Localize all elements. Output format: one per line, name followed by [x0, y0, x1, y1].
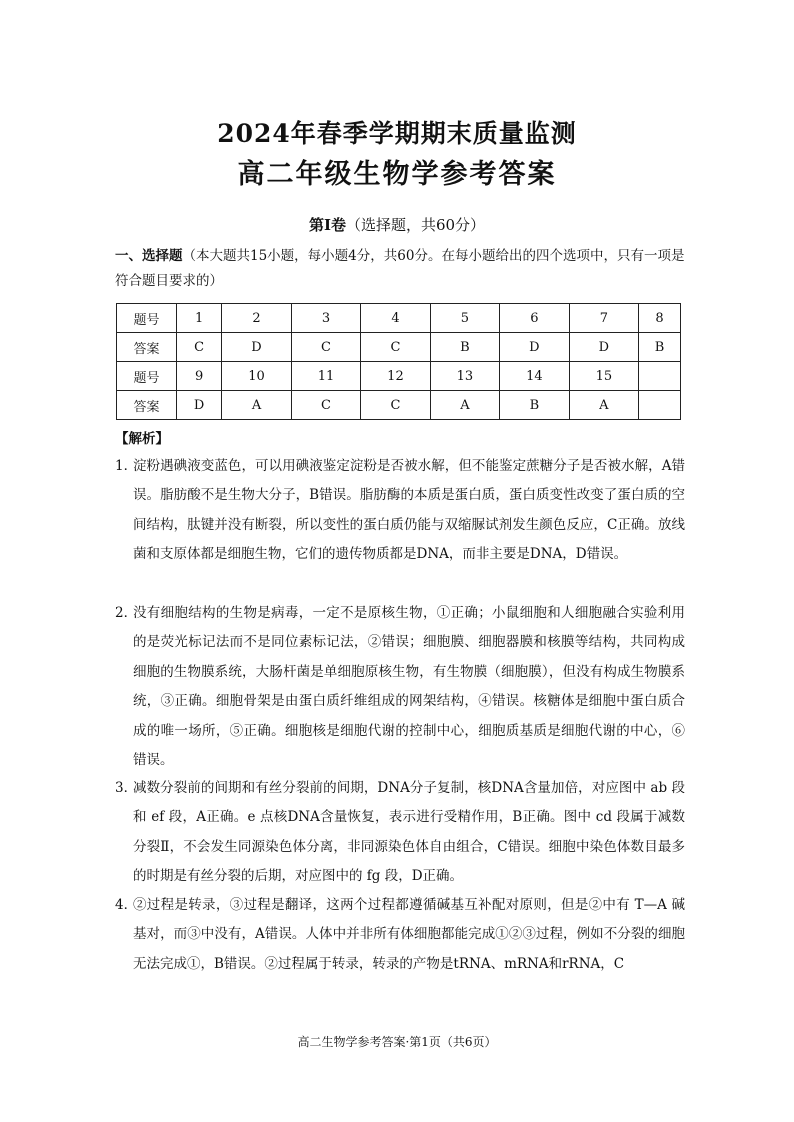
table-cell: A: [569, 391, 638, 420]
item-text: 没有细胞结构的生物是病毒，一定不是原核生物，①正确；小鼠细胞和人细胞融合实验利用的是荧光标记法而不是同位素标记法，②错误；细胞膜、细胞器膜和核膜等结构，共同构成细胞的生物膜系统，大肠杆菌是单细胞原核生物，有生物膜（细胞膜），但没有构成生物膜系统，③正确。细胞骨架是由蛋白质纤维组成的网架结构，④错误。核糖体是细胞中蛋白质合成的唯一场所，⑤正确。细胞核是细胞代谢的控制中心，细胞质基质是细胞代谢的中心，⑥错误。: [133, 605, 685, 769]
table-cell: B: [639, 333, 681, 362]
item-number: 2．: [115, 605, 138, 621]
page-footer: 高二生物学参考答案·第1页（共6页）: [297, 1035, 497, 1049]
answer-table: [116, 303, 681, 420]
table-cell: B: [430, 333, 499, 362]
analysis-item-4: [115, 891, 685, 979]
table-cell: 3: [291, 304, 360, 333]
table-cell: 7: [569, 304, 638, 333]
table-cell: D: [569, 333, 638, 362]
table-row: [117, 304, 681, 333]
volume-label: 第Ⅰ卷: [308, 216, 346, 234]
table-cell: A: [430, 391, 499, 420]
table-cell: 题号: [117, 304, 177, 333]
table-row: [117, 333, 681, 362]
table-cell: 12: [361, 362, 430, 391]
table-row: [117, 391, 681, 420]
table-cell: C: [177, 333, 222, 362]
table-cell: A: [222, 391, 291, 420]
table-cell: D: [500, 333, 569, 362]
exam-title: 2024年春季学期期末质量监测: [217, 119, 577, 148]
table-cell: D: [222, 333, 291, 362]
volume-desc: （选择题，共60分）: [345, 216, 486, 234]
exam-subtitle: 高二年级生物学参考答案: [237, 159, 557, 190]
table-cell: 11: [291, 362, 360, 391]
table-cell: 4: [361, 304, 430, 333]
table-cell: 答案: [117, 333, 177, 362]
table-cell: 答案: [117, 391, 177, 420]
table-cell: 10: [222, 362, 291, 391]
table-cell: 5: [430, 304, 499, 333]
table-cell: 8: [639, 304, 681, 333]
item-text: 淀粉遇碘液变蓝色，可以用碘液鉴定淀粉是否被水解，但不能鉴定蔗糖分子是否被水解，A错误。脂肪酸不是生物大分子，B错误。脂肪酶的本质是蛋白质，蛋白质变性改变了蛋白质的空间结构，肽键并没有断裂，所以变性的蛋白质仍能与双缩脲试剂发生颜色反应，C正确。放线菌和支原体都是细胞生物，它们的遗传物质都是DNA，而非主要是DNA，D错误。: [133, 458, 685, 563]
analysis-item-3: [115, 774, 685, 892]
table-cell: 15: [569, 362, 638, 391]
table-cell: 9: [177, 362, 222, 391]
table-cell: 1: [177, 304, 222, 333]
section-label: 一、选择题: [115, 248, 183, 264]
volume-heading: [0, 214, 794, 235]
table-cell: C: [291, 333, 360, 362]
analysis-item-2: [115, 599, 685, 775]
table-cell: C: [361, 333, 430, 362]
table-cell: C: [291, 391, 360, 420]
table-cell: D: [177, 391, 222, 420]
item-text: 减数分裂前的间期和有丝分裂前的间期，DNA分子复制，核DNA含量加倍，对应图中 ab 段和 ef 段，A正确。e 点核DNA含量恢复，表示进行受精作用，B正确。图中 cd 段属于减数分裂Ⅱ，不会发生同源染色体分离，非同源染色体自由组合，C错误。细胞中染色体数目最多的时期是有丝分裂的后期，对应图中的 fg 段，D正确。: [133, 780, 685, 885]
table-cell: 题号: [117, 362, 177, 391]
table-cell: 2: [222, 304, 291, 333]
table-cell: [639, 391, 681, 420]
item-number: 3．: [115, 780, 138, 796]
table-cell: 6: [500, 304, 569, 333]
table-cell: C: [361, 391, 430, 420]
section-heading: [115, 244, 690, 294]
item-number: 4．: [115, 897, 138, 913]
table-cell: B: [500, 391, 569, 420]
analysis-heading: 【解析】: [115, 431, 169, 447]
table-cell: 14: [500, 362, 569, 391]
item-number: 1．: [115, 458, 138, 474]
analysis-item-1: [115, 452, 685, 570]
table-cell: 13: [430, 362, 499, 391]
item-text: ②过程是转录，③过程是翻译，这两个过程都遵循碱基互补配对原则，但是②中有 T—A 碱基对，而③中没有，A错误。人体中并非所有体细胞都能完成①②③过程，例如不分裂的细胞无法完成①，B错误。②过程属于转录，转录的产物是tRNA、mRNA和rRNA，C: [133, 897, 685, 972]
table-row: [117, 362, 681, 391]
table-cell: [639, 362, 681, 391]
section-desc: （本大题共15小题，每小题4分，共60分。在每小题给出的四个选项中，只有一项是符合题目要求的）: [115, 248, 685, 289]
